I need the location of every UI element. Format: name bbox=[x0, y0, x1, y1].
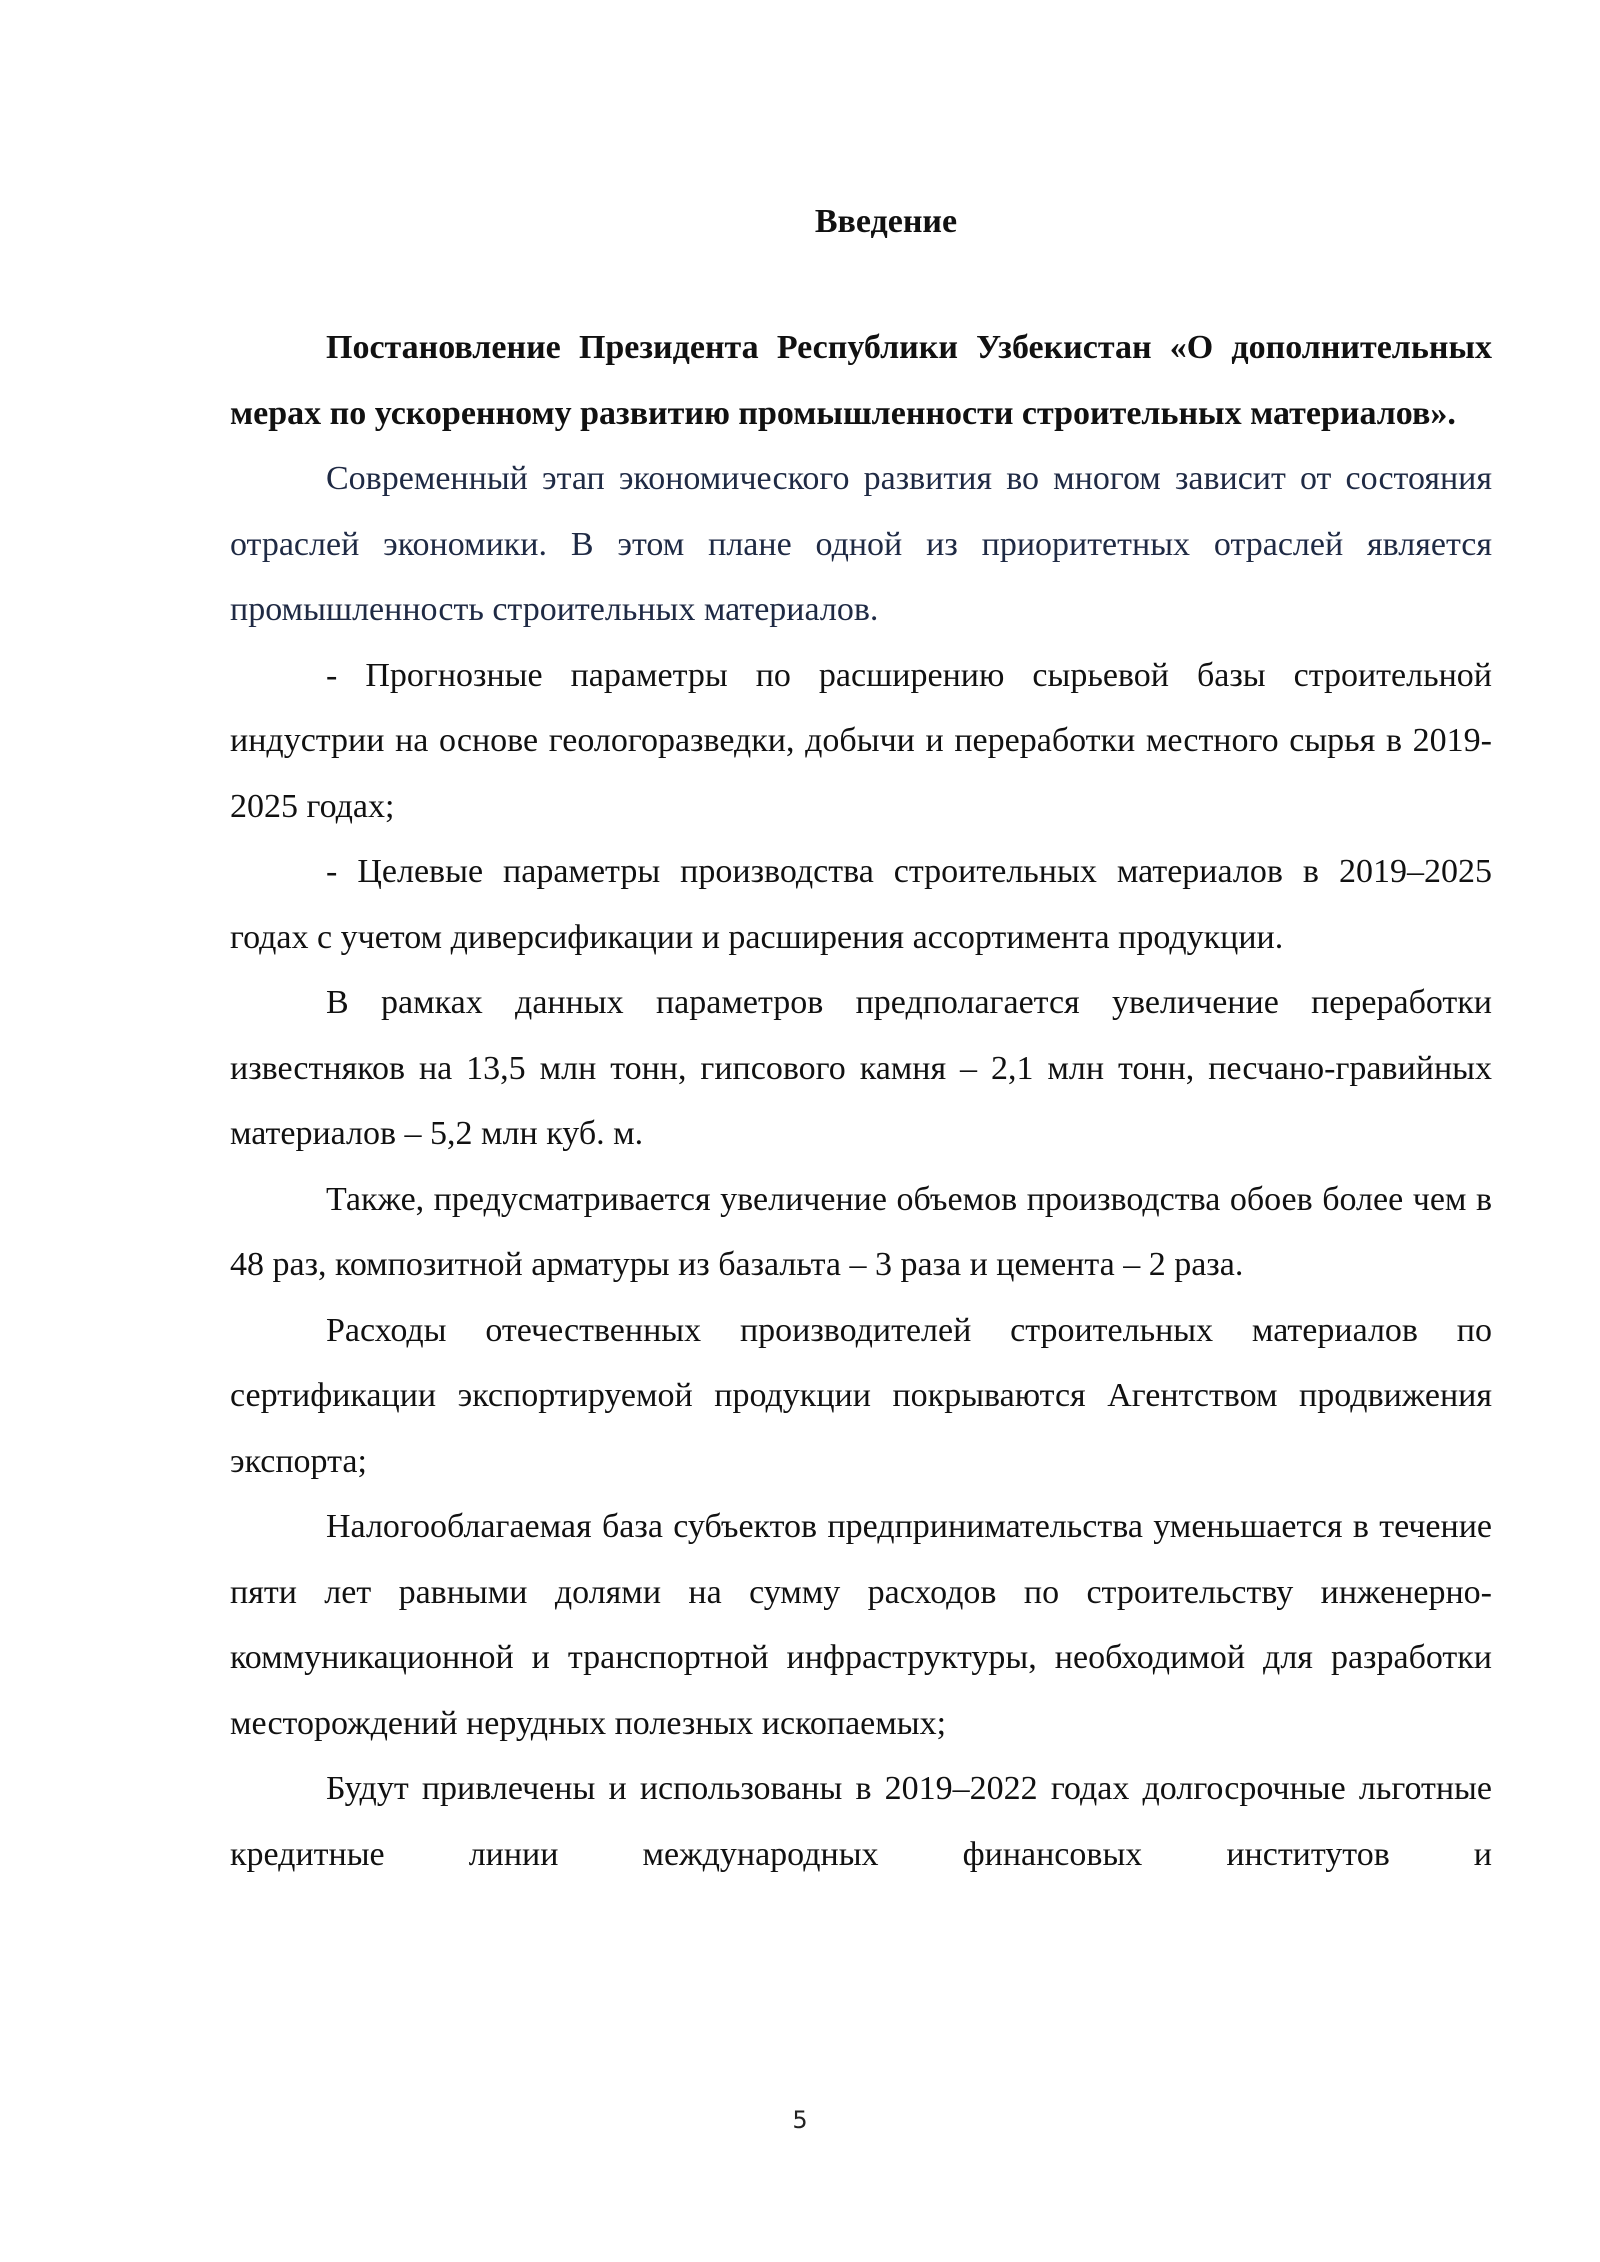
paragraph-tax-base: Налогооблагаемая база субъектов предпринимательства уменьшается в течение пяти лет равными долями на сумму расходов по строительству инженерно-коммуникационной и транспортной инфраструктуры, необходимой для разработки месторождений нерудных полезных ископаемых; bbox=[230, 1508, 1492, 1742]
document-body bbox=[230, 195, 1492, 1887]
paragraph-forecast-parameters: - Прогнозные параметры по расширению сырьевой базы строительной индустрии на основе геологоразведки, добычи и переработки местного сырья в 2019-2025 годах; bbox=[230, 656, 1492, 825]
paragraph-credit-lines: Будут привлечены и использованы в 2019–2022 годах долгосрочные льготные кредитные линии международных финансовых институтов и bbox=[230, 1770, 1492, 1873]
paragraph-certification-costs: Расходы отечественных производителей строительных материалов по сертификации экспортируемой продукции покрываются Агентством продвижения экспорта; bbox=[230, 1311, 1492, 1480]
paragraph-economic-stage: Современный этап экономического развития во многом зависит от состояния отраслей экономики. В этом плане одной из приоритетных отраслей является промышленность строительных материалов. bbox=[230, 460, 1492, 628]
section-heading: Введение bbox=[814, 203, 958, 240]
paragraph-processing-increase: В рамках данных параметров предполагается увеличение переработки известняков на 13,5 млн тонн, гипсового камня – 2,1 млн тонн, песчано-гравийных материалов – 5,2 млн куб. м. bbox=[230, 984, 1492, 1152]
paragraph-target-parameters: - Целевые параметры производства строительных материалов в 2019–2025 годах с учетом диверсификации и расширения ассортимента продукции. bbox=[230, 853, 1492, 956]
page-number: 5 bbox=[792, 2106, 808, 2134]
paragraph-production-increase: Также, предусматривается увеличение объемов производства обоев более чем в 48 раз, композитной арматуры из базальта – 3 раза и цемента – 2 раза. bbox=[230, 1180, 1492, 1283]
paragraph-decree-title: Постановление Президента Республики Узбекистан «О дополнительных мерах по ускоренному развитию промышленности строительных материалов». bbox=[230, 329, 1492, 432]
